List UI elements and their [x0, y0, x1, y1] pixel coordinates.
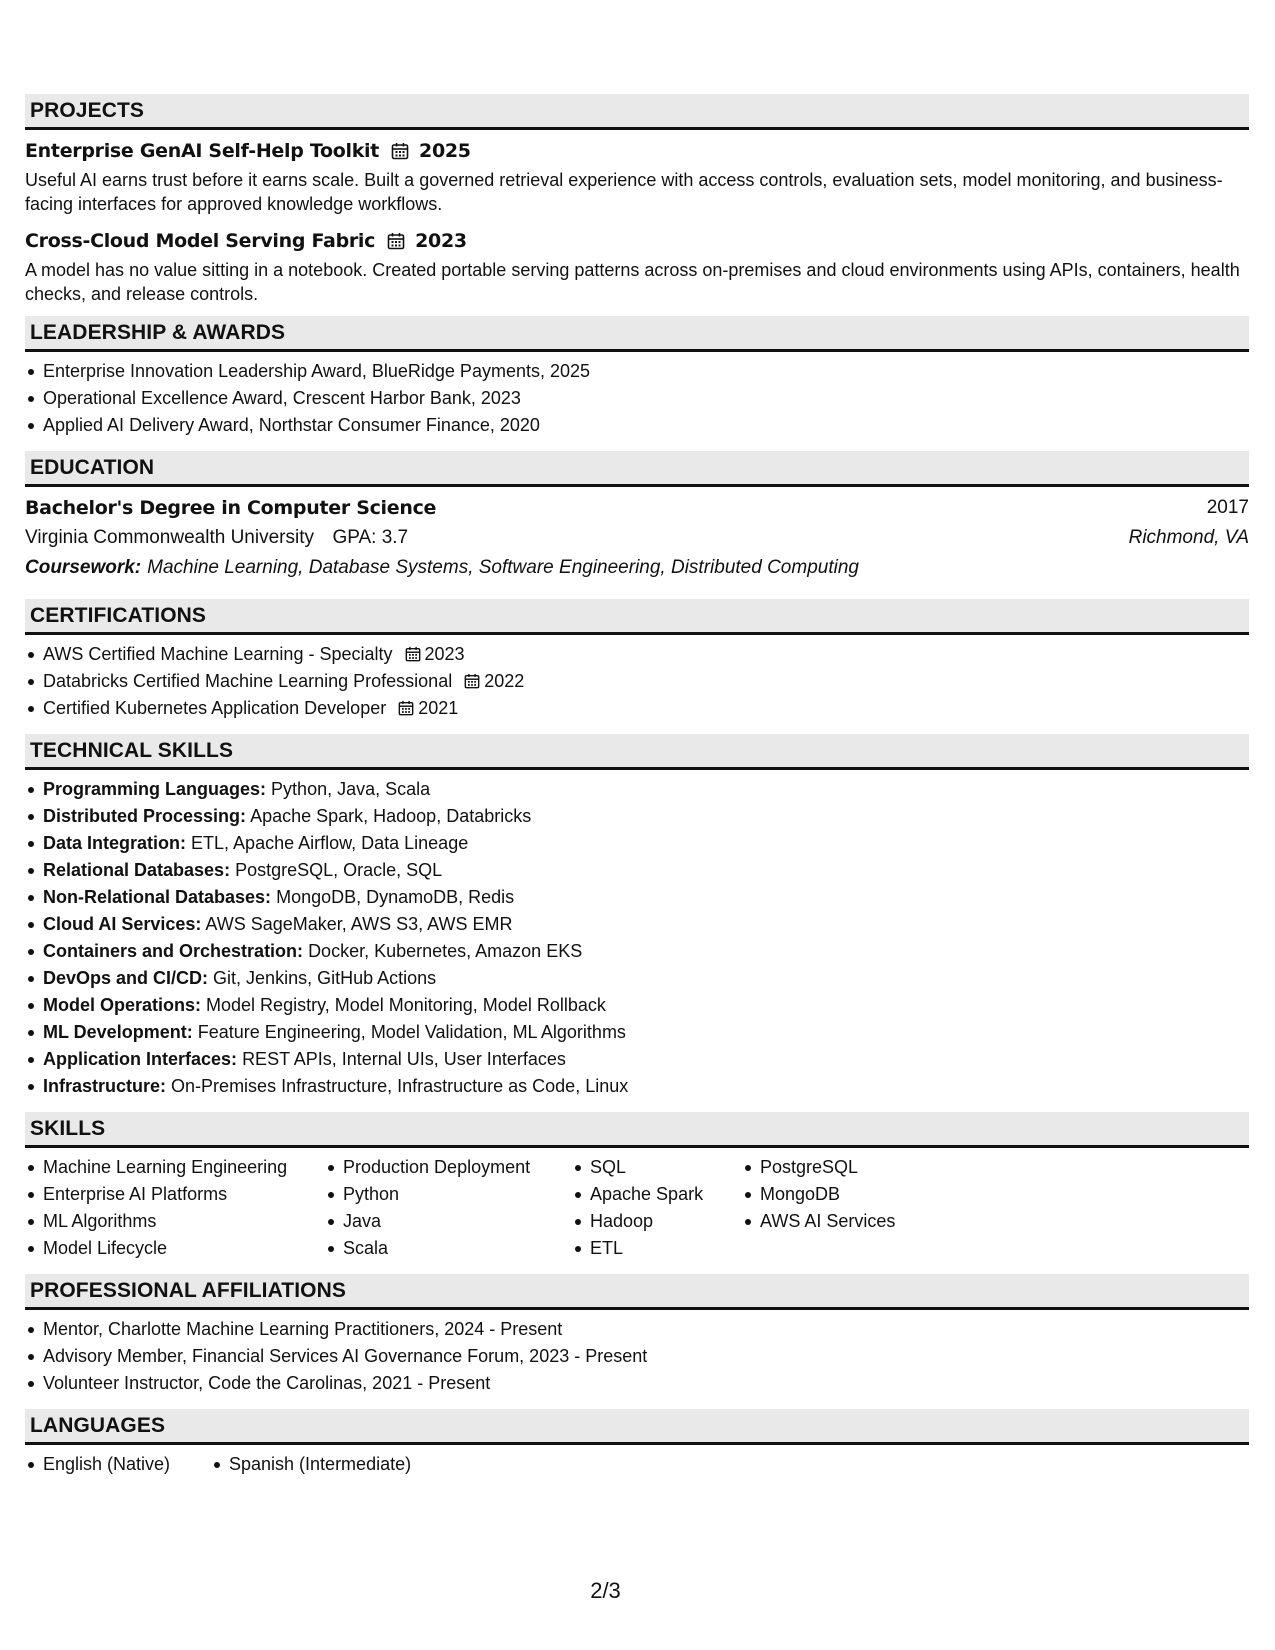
- section-header-certifications: CERTIFICATIONS: [25, 599, 1249, 635]
- resume-page: [25, 94, 1249, 1478]
- certification-year: 2023: [424, 644, 465, 664]
- calendar-icon: [405, 643, 421, 659]
- education-year: 2017: [1206, 497, 1249, 518]
- affiliations-list: [25, 1316, 1249, 1397]
- skill-values: MongoDB, DynamoDB, Redis: [276, 887, 515, 907]
- skill-category: Cloud AI Services:: [43, 914, 202, 934]
- skill-values: Git, Jenkins, GitHub Actions: [213, 968, 437, 988]
- skill-values: Apache Spark, Hadoop, Databricks: [250, 806, 532, 826]
- list-item: Scala: [343, 1235, 572, 1262]
- skill-values: Docker, Kubernetes, Amazon EKS: [308, 941, 583, 961]
- section-header-education: EDUCATION: [25, 451, 1249, 487]
- list-item: ML Algorithms: [43, 1208, 325, 1235]
- skills-column: [742, 1154, 960, 1262]
- awards-list: [25, 358, 1249, 439]
- project-item: [25, 226, 1249, 306]
- certification-year: 2021: [418, 698, 459, 718]
- coursework-list: Machine Learning, Database Systems, Software Engineering, Distributed Computing: [147, 557, 859, 578]
- skills-grid: [25, 1154, 1249, 1262]
- list-item: Volunteer Instructor, Code the Carolinas, 2021 - Present: [43, 1370, 1249, 1397]
- project-title: Enterprise GenAI Self-Help Toolkit: [25, 140, 380, 162]
- list-item: [43, 1073, 1249, 1100]
- list-item: Enterprise Innovation Leadership Award, BlueRidge Payments, 2025: [43, 358, 1249, 385]
- list-item: Operational Excellence Award, Crescent Harbor Bank, 2023: [43, 385, 1249, 412]
- skill-category: Relational Databases:: [43, 860, 231, 880]
- technical-skills-list: [25, 776, 1249, 1100]
- skills-column: [325, 1154, 572, 1262]
- list-item: [43, 857, 1249, 884]
- section-header-languages: LANGUAGES: [25, 1409, 1249, 1445]
- project-description: Useful AI earns trust before it earns scale. Built a governed retrieval experience with access controls, evaluation sets, model monitoring, and business-facing interfaces for approved knowledge workflows.: [25, 170, 1223, 214]
- education-school: Virginia Commonwealth University: [25, 527, 314, 548]
- skills-column: [572, 1154, 742, 1262]
- skill-category: DevOps and CI/CD:: [43, 968, 209, 988]
- list-item: Python: [343, 1181, 572, 1208]
- list-item: ETL: [590, 1235, 742, 1262]
- list-item: [43, 803, 1249, 830]
- list-item: [43, 965, 1249, 992]
- education-gpa: GPA: 3.7: [332, 527, 409, 548]
- section-header-projects: PROJECTS: [25, 94, 1249, 130]
- certification-name: Certified Kubernetes Application Developer: [43, 698, 387, 718]
- skill-values: Feature Engineering, Model Validation, ML Algorithms: [197, 1022, 626, 1042]
- calendar-icon: [391, 142, 409, 160]
- education-degree: Bachelor's Degree in Computer Science: [25, 497, 437, 519]
- list-item: Production Deployment: [343, 1154, 572, 1181]
- list-item: Mentor, Charlotte Machine Learning Practitioners, 2024 - Present: [43, 1316, 1249, 1343]
- skill-values: PostgreSQL, Oracle, SQL: [235, 860, 443, 880]
- list-item: Java: [343, 1208, 572, 1235]
- list-item: MongoDB: [760, 1181, 960, 1208]
- languages-row: [25, 1451, 1249, 1478]
- section-header-skills: SKILLS: [25, 1112, 1249, 1148]
- list-item: [43, 1019, 1249, 1046]
- skill-category: Model Operations:: [43, 995, 202, 1015]
- list-item: [43, 668, 1249, 695]
- list-item: [43, 776, 1249, 803]
- calendar-icon: [464, 670, 480, 686]
- list-item: Applied AI Delivery Award, Northstar Consumer Finance, 2020: [43, 412, 1249, 439]
- list-item: SQL: [590, 1154, 742, 1181]
- certification-year: 2022: [484, 671, 525, 691]
- list-item: [43, 695, 1249, 722]
- list-item: [43, 884, 1249, 911]
- skill-category: Programming Languages:: [43, 779, 267, 799]
- project-year: 2023: [415, 230, 467, 252]
- list-item: Advisory Member, Financial Services AI Governance Forum, 2023 - Present: [43, 1343, 1249, 1370]
- coursework-label: Coursework:: [25, 557, 142, 578]
- list-item: Enterprise AI Platforms: [43, 1181, 325, 1208]
- skill-category: Application Interfaces:: [43, 1049, 238, 1069]
- education-coursework: [25, 553, 1249, 583]
- certification-name: Databricks Certified Machine Learning Professional: [43, 671, 453, 691]
- section-header-affiliations: PROFESSIONAL AFFILIATIONS: [25, 1274, 1249, 1310]
- project-description: A model has no value sitting in a notebook. Created portable serving patterns across on-premises and cloud environments using APIs, containers, health checks, and release controls.: [25, 260, 1240, 304]
- skills-column: [25, 1154, 325, 1262]
- skill-values: REST APIs, Internal UIs, User Interfaces: [242, 1049, 566, 1069]
- skill-category: Non-Relational Databases:: [43, 887, 272, 907]
- skill-category: Infrastructure:: [43, 1076, 167, 1096]
- project-item: [25, 136, 1249, 216]
- skill-category: ML Development:: [43, 1022, 193, 1042]
- list-item: [43, 911, 1249, 938]
- list-item: Apache Spark: [590, 1181, 742, 1208]
- page-number: 2/3: [590, 1578, 621, 1603]
- list-item: English (Native): [43, 1451, 211, 1478]
- calendar-icon: [387, 232, 405, 250]
- certification-name: AWS Certified Machine Learning - Specialty: [43, 644, 393, 664]
- list-item: Machine Learning Engineering: [43, 1154, 325, 1181]
- section-header-technical-skills: TECHNICAL SKILLS: [25, 734, 1249, 770]
- list-item: PostgreSQL: [760, 1154, 960, 1181]
- skill-values: ETL, Apache Airflow, Data Lineage: [191, 833, 469, 853]
- skill-values: AWS SageMaker, AWS S3, AWS EMR: [205, 914, 513, 934]
- list-item: [43, 938, 1249, 965]
- languages-column: [25, 1451, 211, 1478]
- list-item: Spanish (Intermediate): [229, 1451, 411, 1478]
- list-item: Hadoop: [590, 1208, 742, 1235]
- education-location: Richmond, VA: [1128, 527, 1249, 548]
- skill-category: Distributed Processing:: [43, 806, 247, 826]
- list-item: [43, 830, 1249, 857]
- project-year: 2025: [419, 140, 471, 162]
- languages-column: [211, 1451, 411, 1478]
- list-item: [43, 1046, 1249, 1073]
- project-title: Cross-Cloud Model Serving Fabric: [25, 230, 376, 252]
- skill-category: Data Integration:: [43, 833, 187, 853]
- list-item: AWS AI Services: [760, 1208, 960, 1235]
- section-header-leadership: LEADERSHIP & AWARDS: [25, 316, 1249, 352]
- skill-values: On-Premises Infrastructure, Infrastructure as Code, Linux: [171, 1076, 629, 1096]
- list-item: [43, 641, 1249, 668]
- skill-values: Model Registry, Model Monitoring, Model Rollback: [206, 995, 606, 1015]
- list-item: [43, 992, 1249, 1019]
- skill-category: Containers and Orchestration:: [43, 941, 304, 961]
- skill-values: Python, Java, Scala: [271, 779, 431, 799]
- list-item: Model Lifecycle: [43, 1235, 325, 1262]
- calendar-icon: [398, 697, 414, 713]
- certifications-list: [25, 641, 1249, 722]
